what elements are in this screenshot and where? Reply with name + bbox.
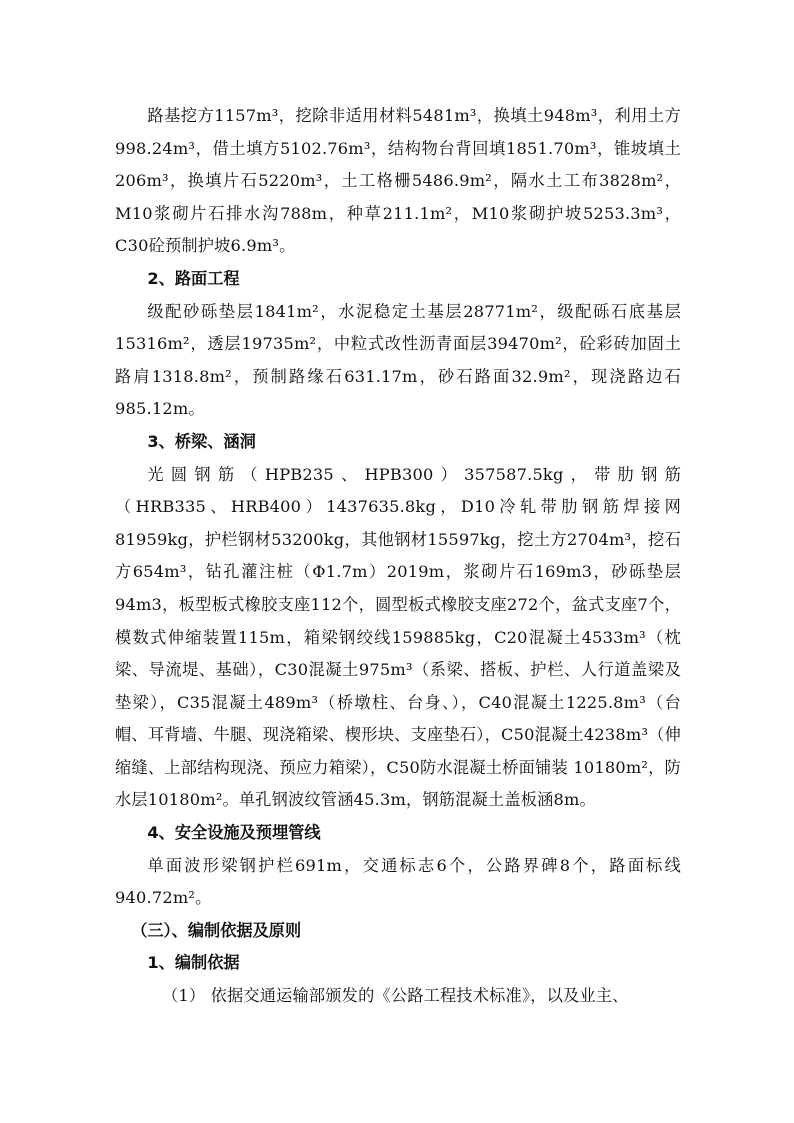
safety-heading: 4、安全设施及预埋管线 [147,823,321,843]
basis-paragraph: （1） 依据交通运输部颁发的《公路工程技术标准》，以及业主、 [161,986,629,1006]
bridge-heading: 3、桥梁、涵洞 [147,431,256,451]
pavement-paragraph: 级配砂砾垫层1841m²，水泥稳定土基层28771m²，级配砾石底基层15316m²，透层19735m²，中粒式改性沥青面层39470m²，砼彩砖加固土路肩1318.8m²，预制路缘石631.17m，砂石路面32.9m²，现浇路边石985.12m。 [115,301,681,419]
basis-heading: 1、编制依据 [147,953,240,973]
pavement-heading: 2、路面工程 [147,268,240,288]
section-three-heading: （三）、编制依据及原则 [131,920,302,940]
document-body [115,100,681,1013]
safety-paragraph: 单面波形梁钢护栏691m，交通标志6个，公路界碑8个，路面标线940.72m²。 [115,855,681,908]
bridge-paragraph: 光圆钢筋（HPB235、HPB300）357587.5kg，带肋钢筋（HRB335、HRB400）1437635.8kg，D10冷轧带肋钢筋焊接网81959kg，护栏钢材53200kg，其他钢材15597kg，挖土方2704m³，挖石方654m³，钻孔灌注桩（Φ1.7m）2019m，浆砌片石169m3，砂砾垫层94m3，板型板式橡胶支座112个，圆型板式橡胶支座272个，盆式支座7个，模数式伸缩装置115m，箱梁钢绞线159885kg，C20混凝土4533m³（枕梁、导流堤、基础），C30混凝土975m³（系梁、搭板、护栏、人行道盖梁及垫梁），C35混凝土489m³（桥墩柱、台身、），C40混凝土1225.8m³（台帽、耳背墙、牛腿、现浇箱梁、楔形块、支座垫石），C50混凝土4238m³（伸缩缝、上部结构现浇、预应力箱梁），C50防水混凝土桥面铺装 10180m²，防水层10180m²。单孔钢波纹管涵45.3m，钢筋混凝土盖板涵8m。 [115,464,681,810]
roadbed-paragraph: 路基挖方1157m³，挖除非适用材料5481m³，换填土948m³，利用土方998.24m³，借土填方5102.76m³，结构物台背回填1851.70m³，锥坡填土206m³，换填片石5220m³，土工格栅5486.9m²，隔水土工布3828m²，M10浆砌片石排水沟788m，种草211.1m²，M10浆砌护坡5253.3m³，C30砼预制护坡6.9m³。 [115,106,681,256]
